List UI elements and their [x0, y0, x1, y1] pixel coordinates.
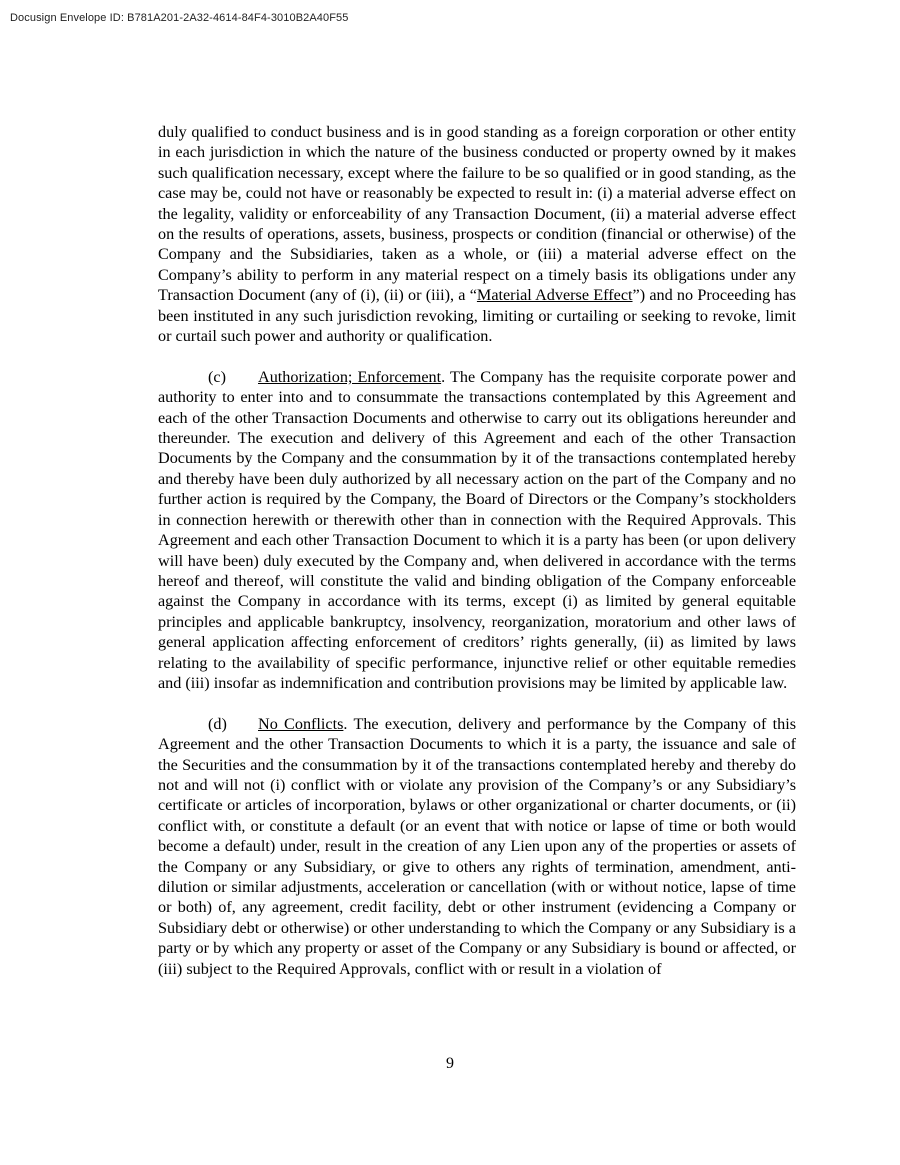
section-d	[158, 714, 796, 979]
paragraph-text: duly qualified to conduct business and is in good standing as a foreign corporation or other entity in each jurisdiction in which the nature of the business conducted or property owned by it makes such qualification necessary, except where the failure to be so qualified or in good standing, as the case may be, could not have or reasonably be expected to result in: (i) a material adverse effect on the legality, validity or enforceability of any Transaction Document, (ii) a material adverse effect on the results of operations, assets, business, prospects or condition (financial or otherwise) of the Company and the Subsidiaries, taken as a whole, or (iii) a material adverse effect on the Company’s ability to perform in any material respect on a timely basis its obligations under any Transaction Document (any of (i), (ii) or (iii), a “	[158, 123, 796, 305]
section-label: (d)	[208, 714, 227, 733]
docusign-envelope-id: Docusign Envelope ID: B781A201-2A32-4614-84F4-3010B2A40F55	[10, 12, 349, 24]
section-heading: No Conflicts	[258, 714, 344, 733]
defined-term: Material Adverse Effect	[476, 286, 633, 305]
section-heading: Authorization; Enforcement	[258, 367, 442, 386]
section-text: . The Company has the requisite corporate power and authority to enter into and to consummate the transactions contemplated by this Agreement and each of the other Transaction Documents and otherwise to carry out its obligations hereunder and thereunder. The execution and delivery of this Agreement and each of the other Transaction Documents by the Company and the consummation by it of the transactions contemplated hereby and thereby have been duly authorized by all necessary action on the part of the Company and no further action is required by the Company, the Board of Directors or the Company’s stockholders in connection herewith or therewith other than in connection with the Required Approvals. This Agreement and each other Transaction Document to which it is a party has been (or upon delivery will have been) duly executed by the Company and, when delivered in accordance with the terms hereof and thereof, will constitute the valid and binding obligation of the Company enforceable against the Company in accordance with its terms, except (i) as limited by general equitable principles and applicable bankruptcy, insolvency, reorganization, moratorium and other laws of general application affecting enforcement of creditors’ rights generally, (ii) as limited by laws relating to the availability of specific performance, injunctive relief or other equitable remedies and (iii) insofar as indemnification and contribution provisions may be limited by applicable law.	[158, 367, 796, 692]
section-label: (c)	[208, 367, 226, 386]
paragraph-text: ”) and no Proceeding has been instituted in any such jurisdiction revoking, limiting or curtailing or seeking to revoke, limit or curtail such power and authority or qualification.	[158, 286, 796, 346]
paragraph-continuation	[158, 122, 796, 346]
section-text: . The execution, delivery and performance by the Company of this Agreement and the other Transaction Documents to which it is a party, the issuance and sale of the Securities and the consummation by it of the transactions contemplated hereby and thereby do not and will not (i) conflict with or violate any provision of the Company’s or any Subsidiary’s certificate or articles of incorporation, bylaws or other organizational or charter documents, or (ii) conflict with, or constitute a default (or an event that with notice or lapse of time or both would become a default) under, result in the creation of any Lien upon any of the properties or assets of the Company or any Subsidiary, or give to others any rights of termination, amendment, anti-dilution or similar adjustments, acceleration or cancellation (with or without notice, lapse of time or both) of, any agreement, credit facility, debt or other instrument (evidencing a Company or Subsidiary debt or otherwise) or other understanding to which the Company or any Subsidiary is a party or by which any property or asset of the Company or any Subsidiary is bound or affected, or (iii) subject to the Required Approvals, conflict with or result in a violation of	[158, 714, 797, 978]
page-number: 9	[446, 1055, 454, 1072]
section-c	[158, 367, 796, 694]
document-body	[158, 122, 796, 999]
